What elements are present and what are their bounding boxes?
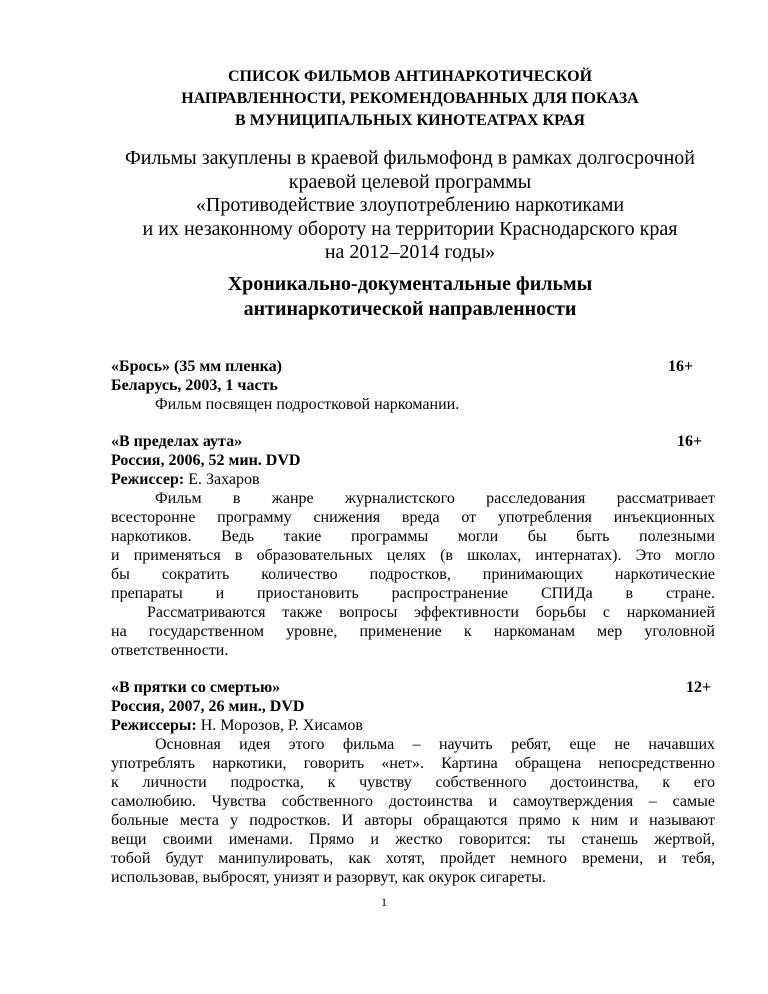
film-entry bbox=[111, 357, 715, 414]
section-heading bbox=[100, 272, 720, 322]
description-line: к личности подростка, к чувству собственного достоинства, к его bbox=[111, 774, 715, 791]
director-name: Е. Захаров bbox=[184, 471, 260, 488]
description-line: тобой будут манипулировать, как хотят, пройдет немного времени, и тебя, bbox=[111, 850, 715, 867]
description-line: вещи своими именами. Прямо и жестко говорится: ты станешь жертвой, bbox=[111, 831, 715, 848]
film-entry bbox=[111, 678, 715, 887]
subtitle-line: Фильмы закуплены в краевой фильмофонд в рамках долгосрочной bbox=[125, 147, 695, 169]
description-line: использовав, выбросят, унизят и разорвут, как окурок сигареты. bbox=[111, 869, 546, 886]
description-line: наркотиков. Ведь такие программы могли бы быть полезными bbox=[111, 528, 715, 545]
age-rating: 12+ bbox=[686, 679, 712, 696]
section-heading-line: антинаркотической направленности bbox=[243, 298, 577, 320]
film-description bbox=[111, 735, 715, 887]
subtitle-line: и их незаконному обороту на территории Краснодарского края bbox=[142, 217, 678, 240]
film-header bbox=[111, 357, 715, 376]
film-title: «В прятки со смертью» bbox=[111, 679, 281, 696]
film-meta: Россия, 2006, 52 мин. DVD bbox=[111, 452, 301, 469]
film-director bbox=[111, 470, 715, 489]
age-rating: 16+ bbox=[677, 433, 703, 450]
program-subtitle bbox=[100, 147, 720, 265]
section-heading-line: Хроникально-документальные фильмы bbox=[227, 273, 593, 295]
description-line: употреблять наркотики, говорить «нет». Картина обращена непосредственно bbox=[111, 755, 715, 772]
description-line: Фильм посвящен подростковой наркомании. bbox=[155, 396, 460, 413]
film-description bbox=[111, 395, 715, 414]
film-title: «Брось» (35 мм пленка) bbox=[111, 358, 282, 375]
description-line: всесторонне программу снижения вреда от употребления инъекционных bbox=[111, 509, 715, 526]
film-header bbox=[111, 432, 715, 451]
title-line: НАПРАВЛЕННОСТИ, РЕКОМЕНДОВАННЫХ ДЛЯ ПОКАЗА bbox=[181, 90, 639, 107]
description-line: на государственном уровне, применение к наркоманам мер уголовной bbox=[111, 623, 715, 640]
film-entry bbox=[111, 432, 715, 660]
film-director bbox=[111, 716, 715, 735]
subtitle-line: краевой целевой программы bbox=[288, 170, 532, 193]
film-description bbox=[111, 489, 715, 660]
description-line: препараты и приостановить распространение СПИДа в стране. bbox=[111, 585, 715, 602]
description-line: и применяться в образовательных целях (в школах, интернатах). Это могло bbox=[111, 547, 715, 564]
film-header bbox=[111, 678, 715, 697]
title-line: СПИСОК ФИЛЬМОВ АНТИНАРКОТИЧЕСКОЙ bbox=[227, 68, 593, 85]
director-label: Режиссеры: bbox=[111, 717, 197, 734]
description-line: больные места у подростков. И авторы обращаются прямо к ним и называют bbox=[111, 812, 715, 829]
film-title: «В пределах аута» bbox=[111, 433, 243, 450]
film-meta: Россия, 2007, 26 мин., DVD bbox=[111, 698, 305, 715]
description-line: Основная идея этого фильма – научить ребят, еще не начавших bbox=[155, 736, 715, 753]
age-rating: 16+ bbox=[668, 358, 694, 375]
description-line: Фильм в жанре журналистского расследования рассматривает bbox=[155, 490, 715, 507]
document-title bbox=[100, 66, 720, 132]
subtitle-line: на 2012–2014 годы» bbox=[324, 241, 496, 263]
description-line: бы сократить количество подростков, принимающих наркотические bbox=[111, 566, 715, 583]
subtitle-line: «Противодействие злоупотреблению наркотиками bbox=[195, 194, 625, 216]
director-label: Режиссер: bbox=[111, 471, 185, 488]
description-line: самолюбию. Чувства собственного достоинства и самоутверждения – самые bbox=[111, 793, 715, 810]
page-number: 1 bbox=[381, 895, 387, 909]
description-line: Рассматриваются также вопросы эффективности борьбы с наркоманией bbox=[147, 604, 715, 621]
director-name: Н. Морозов, Р. Хисамов bbox=[196, 717, 363, 734]
title-line: В МУНИЦИПАЛЬНЫХ КИНОТЕАТРАХ КРАЯ bbox=[235, 112, 585, 129]
description-line: ответственности. bbox=[111, 642, 229, 659]
film-meta: Беларусь, 2003, 1 часть bbox=[111, 377, 278, 394]
